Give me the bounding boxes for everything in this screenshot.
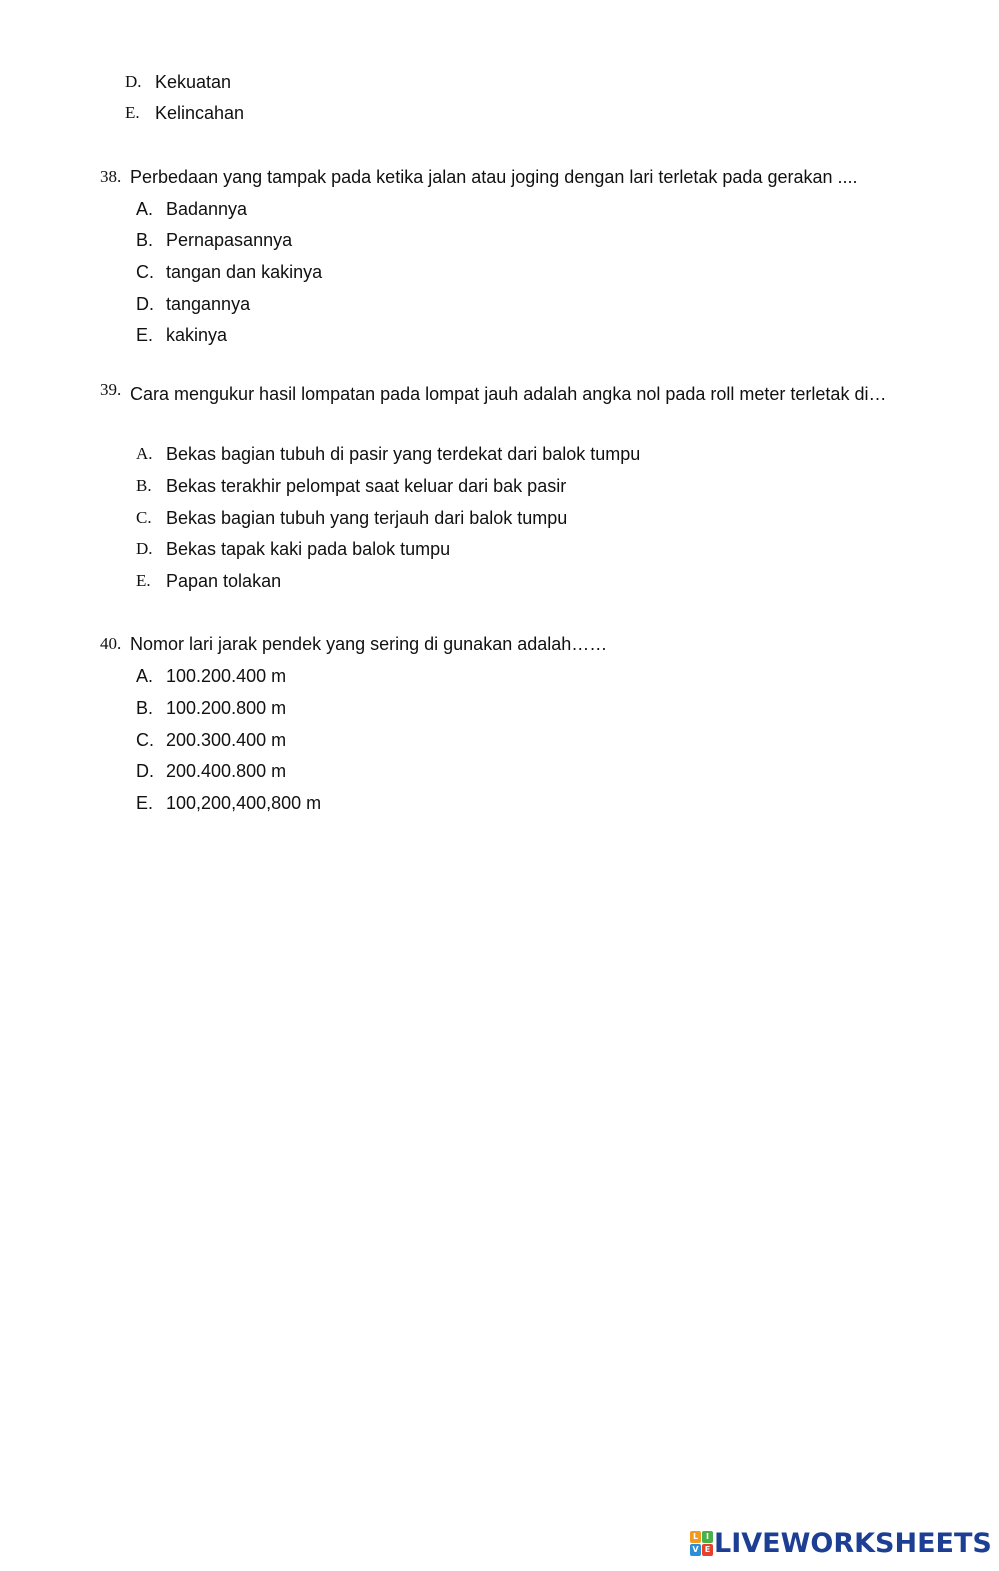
option-text: 100.200.800 m — [166, 698, 287, 718]
option-letter: D. — [125, 72, 142, 91]
option-letter: B. — [136, 476, 152, 495]
question-number: 39. — [100, 380, 122, 399]
option-letter: D. — [136, 294, 154, 314]
option-letter: D. — [136, 761, 154, 781]
option-letter: A. — [136, 199, 154, 219]
option-letter: B. — [136, 698, 154, 718]
liveworksheets-logo — [690, 1527, 992, 1559]
option-text: tangan dan kakinya — [166, 262, 323, 282]
option-letter: D. — [136, 539, 153, 558]
option-text: Badannya — [166, 199, 248, 219]
logo-tile: V — [690, 1544, 701, 1556]
option-text: kakinya — [166, 325, 228, 345]
logo-tile: E — [702, 1544, 713, 1556]
question-text: Perbedaan yang tampak pada ketika jalan atau joging dengan lari terletak pada gerakan .... — [130, 167, 858, 187]
option-text: Kelincahan — [155, 103, 245, 123]
option-text: Pernapasannya — [166, 230, 293, 250]
question-text: Nomor lari jarak pendek yang sering di gunakan adalah…… — [130, 634, 608, 654]
question-number: 38. — [100, 167, 122, 186]
option-letter: A. — [136, 666, 154, 686]
option-text: tangannya — [166, 294, 251, 314]
option-letter: C. — [136, 730, 154, 750]
option-letter: E. — [136, 571, 151, 590]
option-text: Bekas terakhir pelompat saat keluar dari bak pasir — [166, 476, 567, 496]
option-text: Bekas bagian tubuh di pasir yang terdekat dari balok tumpu — [166, 444, 641, 464]
option-text: 100.200.400 m — [166, 666, 287, 686]
option-text: Bekas bagian tubuh yang terjauh dari balok tumpu — [166, 508, 568, 528]
option-text: 200.300.400 m — [166, 730, 287, 750]
option-text: Bekas tapak kaki pada balok tumpu — [166, 539, 451, 559]
option-letter: A. — [136, 444, 153, 463]
question-text: Cara mengukur hasil lompatan pada lompat jauh adalah angka nol pada roll meter terletak di… — [130, 384, 887, 404]
option-letter: B. — [136, 230, 154, 250]
logo-tile: L — [690, 1531, 701, 1543]
logo-tile: I — [702, 1531, 713, 1543]
option-letter: C. — [136, 508, 152, 527]
question-number: 40. — [100, 634, 122, 653]
option-text: Papan tolakan — [166, 571, 282, 591]
option-text: 100,200,400,800 m — [166, 793, 322, 813]
option-letter: E. — [136, 325, 154, 345]
option-letter: C. — [136, 262, 154, 282]
option-letter: E. — [125, 103, 140, 122]
option-text: 200.400.800 m — [166, 761, 287, 781]
logo-grid-icon — [690, 1531, 712, 1555]
option-text: Kekuatan — [155, 72, 232, 92]
logo-text: LIVEWORKSHEETS — [714, 1527, 992, 1559]
option-letter: E. — [136, 793, 154, 813]
